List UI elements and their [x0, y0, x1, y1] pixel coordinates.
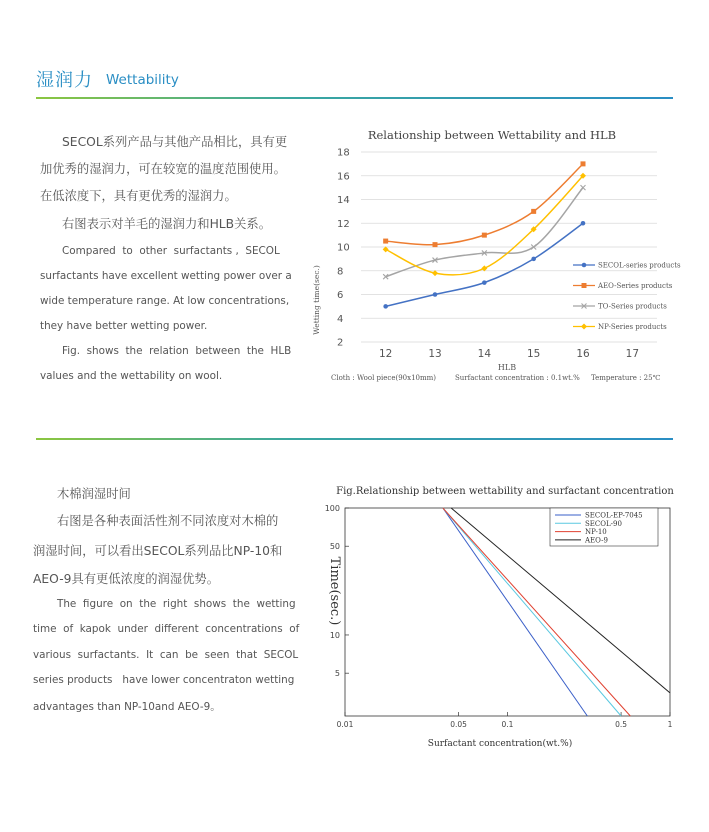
hlb-point-aeo-series-products — [531, 209, 536, 214]
concentration-y-tick-label: 100 — [324, 504, 340, 513]
hlb-point-aeo-series-products — [383, 239, 388, 244]
hlb-chart-x-axis-label: HLB — [497, 363, 517, 372]
hlb-series-line-np-series-products — [386, 176, 583, 275]
hlb-x-tick-label: 17 — [625, 348, 640, 360]
concentration-legend-label-np-10: NP-10 — [585, 528, 607, 537]
hlb-chart-note-temperature: Temperature : 25℃ — [591, 374, 661, 382]
kapok-zh-line-3: AEO-9具有更低浓度的润湿优势。 — [33, 572, 220, 586]
wettability-en-line-5: Fig. shows the relation between the HLB — [62, 345, 292, 357]
concentration-wettability-chart — [305, 478, 690, 753]
concentration-y-tick-label: 10 — [329, 630, 340, 640]
hlb-x-tick-label: 15 — [526, 348, 541, 360]
hlb-chart-y-axis-label: Wetting time(sec.) — [312, 265, 321, 335]
hlb-x-tick-label: 12 — [378, 348, 393, 360]
concentration-chart-title: Fig.Relationship between wettability and surfactant concentration — [336, 486, 674, 497]
wettability-en-line-3: wide temperature range. At low concentrations, — [40, 295, 290, 307]
kapok-zh-line-2: 润湿时间，可以看出SECOL系列品比NP-10和 — [33, 544, 283, 558]
concentration-y-tick-label: 50 — [329, 542, 340, 552]
kapok-en-line-2: time of kapok under different concentrations of — [33, 623, 300, 635]
hlb-point-secol-series-products — [482, 280, 487, 285]
wettability-en-line-1: Compared to other surfactants , SECOL — [62, 245, 280, 257]
concentration-legend-label-secol-ep-7045: SECOL-EP-7045 — [585, 511, 643, 520]
concentration-x-tick-label: 0.1 — [501, 720, 514, 729]
hlb-y-tick-label: 16 — [337, 171, 350, 183]
hlb-x-tick-label: 16 — [576, 348, 590, 360]
hlb-legend-label-secol-series-products: SECOL-series products — [598, 261, 681, 270]
hlb-legend-label-np-series-products: NP-Series products — [598, 323, 667, 331]
hlb-point-secol-series-products — [383, 304, 388, 309]
wettability-en-line-4: they have better wetting power. — [40, 320, 208, 332]
kapok-zh-line-1: 右图是各种表面活性剂不同浓度对木棉的 — [57, 514, 279, 528]
hlb-point-secol-series-products — [581, 221, 586, 226]
concentration-y-tick-label: 5 — [334, 669, 340, 679]
wettability-zh-line-2: 加优秀的湿润力，可在较宽的温度范围使用。 — [40, 162, 286, 176]
hlb-chart-title: Relationship between Wettability and HLB — [367, 128, 617, 142]
hlb-y-tick-label: 18 — [337, 147, 350, 159]
hlb-legend-label-to-series-products: TO-Series products — [598, 302, 667, 311]
wettability-en-line-6: values and the wettability on wool. — [40, 370, 223, 382]
hlb-point-secol-series-products — [531, 257, 536, 262]
hlb-x-tick-label: 13 — [428, 348, 442, 360]
hlb-legend-label-aeo-series-products: AEO-Series products — [598, 282, 673, 290]
hlb-legend-marker-secol-series-products — [582, 263, 587, 268]
concentration-chart-y-axis-label: Time(sec.) — [327, 556, 342, 626]
hlb-y-tick-label: 8 — [337, 266, 344, 278]
hlb-point-secol-series-products — [433, 292, 438, 297]
concentration-x-tick-label: 0.01 — [336, 720, 354, 729]
concentration-x-tick-label: 0.05 — [450, 720, 467, 729]
hlb-y-tick-label: 10 — [337, 242, 350, 254]
kapok-en-line-3: various surfactants. It can be seen that SECOL — [33, 649, 299, 661]
section-title-wettability-zh: 湿润力 — [36, 70, 93, 91]
hlb-y-tick-label: 12 — [337, 218, 350, 230]
hlb-point-aeo-series-products — [581, 161, 586, 166]
kapok-en-line-4: series products have lower concentraton wetting — [33, 674, 295, 686]
hlb-series-line-to-series-products — [386, 188, 583, 277]
concentration-chart-x-axis-label: Surfactant concentration(wt.%) — [427, 739, 573, 749]
section-title-wettability-en: Wettability — [106, 72, 179, 88]
wettability-zh-line-1: SECOL系列产品与其他产品相比，具有更 — [62, 135, 288, 149]
concentration-legend-label-secol-90: SECOL-90 — [585, 519, 622, 528]
hlb-point-to-series-products — [581, 185, 586, 190]
hlb-wettability-chart — [305, 120, 685, 395]
hlb-point-aeo-series-products — [433, 242, 438, 247]
hlb-legend-marker-aeo-series-products — [582, 283, 587, 288]
hlb-legend-marker-np-series-products — [581, 324, 587, 330]
hlb-x-tick-label: 14 — [477, 348, 492, 360]
concentration-legend-label-aeo-9: AEO-9 — [585, 536, 608, 545]
hlb-y-tick-label: 4 — [337, 313, 344, 325]
wettability-zh-line-4: 右图表示对羊毛的湿润力和HLB关系。 — [62, 217, 271, 231]
wettability-en-line-2: surfactants have excellent wetting power over a — [40, 270, 292, 282]
wettability-zh-line-3: 在低浓度下，具有更优秀的湿润力。 — [40, 189, 237, 203]
hlb-y-tick-label: 6 — [337, 290, 344, 301]
concentration-x-tick-label: 1 — [667, 720, 673, 729]
section-divider-1 — [36, 97, 673, 99]
kapok-en-line-5: advantages than NP-10and AEO-9。 — [33, 701, 221, 713]
hlb-y-tick-label: 14 — [337, 195, 350, 206]
hlb-point-aeo-series-products — [482, 233, 487, 238]
concentration-x-tick-label: 0.5 — [615, 720, 628, 729]
section-divider-2 — [36, 438, 673, 440]
hlb-y-tick-label: 2 — [337, 337, 344, 349]
hlb-chart-note-concentration: Surfactant concentration : 0.1wt.% — [455, 374, 580, 382]
hlb-chart-note-cloth: Cloth : Wool piece(90x10mm) — [331, 374, 436, 382]
kapok-en-line-1: The figure on the right shows the wetting — [57, 598, 296, 610]
kapok-section-title: 木棉润湿时间 — [57, 487, 131, 501]
